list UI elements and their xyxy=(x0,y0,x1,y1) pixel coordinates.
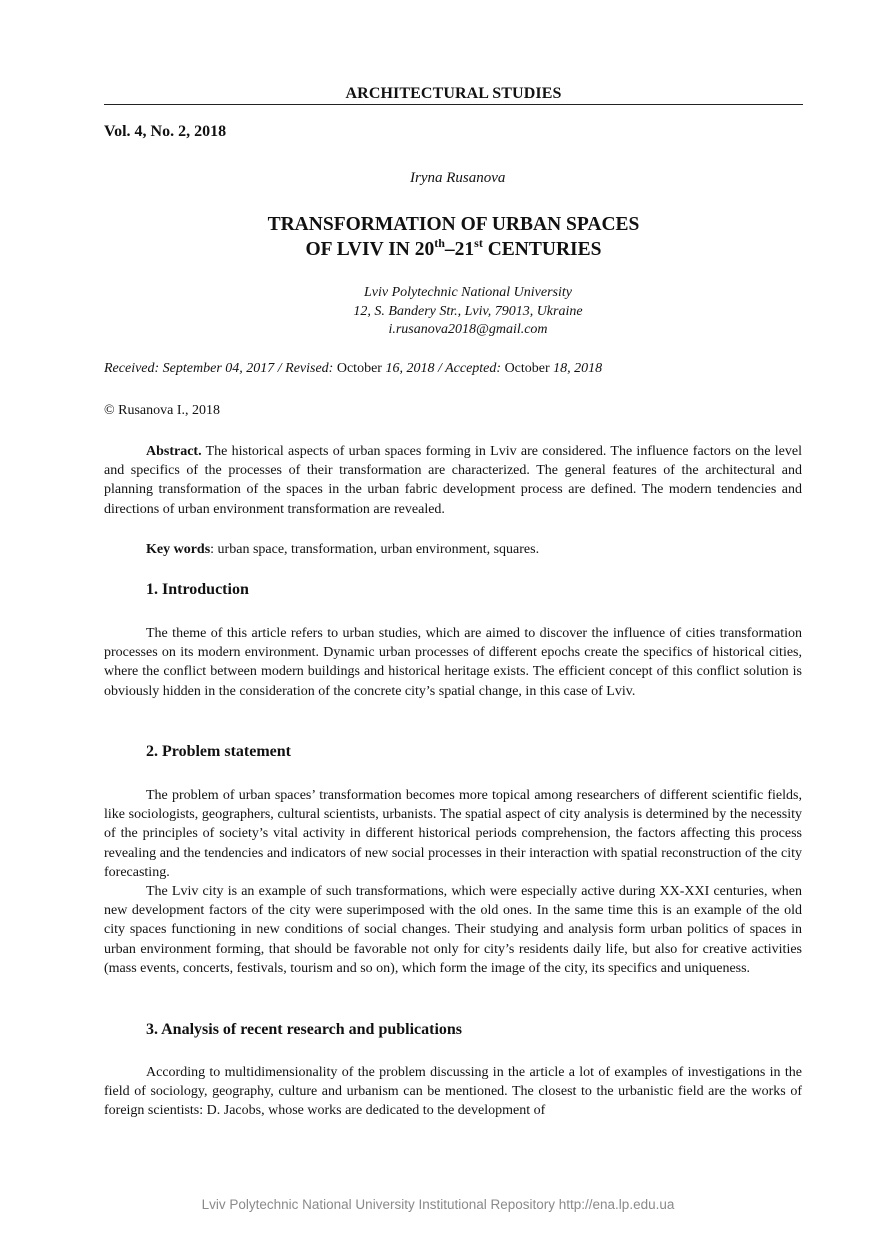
article-dates xyxy=(104,361,602,377)
affiliation-university: Lviv Polytechnic National University xyxy=(363,285,572,300)
abstract-text: The historical aspects of urban spaces forming in Lviv are considered. The influence factors on the level and specifics of the processes of their transformation are characterized. The general features of the architectural and planning transformation of the spaces in the urban fabric development process are defined. The modern tendencies and directions of urban environment transformation are revealed. xyxy=(104,444,802,517)
affiliation xyxy=(104,284,804,340)
article-title xyxy=(104,212,803,264)
title-part: –21 xyxy=(444,239,475,260)
affiliation-email: i.rusanova2018@gmail.com xyxy=(388,322,548,337)
paragraph: The Lviv city is an example of such transformations, which were especially active during XX-XXI centuries, when new development factors of the city were superimposed with the old ones. In the same time this is an example of the old city spaces functioning in new conditions of social changes. Their studying and analysis form urban politics of spaces in urban environment forming, that should be favorable not only for city’s residents daily life, but also for creative activities (mass events, concerts, festivals, tourism and so on), which form the image of the city, its specifics and uniqueness. xyxy=(104,884,802,976)
dates-label: Received: September 04, 2017 / Revised: xyxy=(104,361,337,376)
keywords-label: Key words xyxy=(146,542,211,557)
keywords-text: : urban space, transformation, urban environment, squares. xyxy=(210,542,540,557)
title-superscript: st xyxy=(474,236,483,250)
paragraph: The problem of urban spaces’ transformation becomes more topical among researchers of different scientific fields, like sociologists, geographers, cultural scientists, urbanists. The spatial aspect of city analysis is determined by the necessity of the principles of society’s vital activity in different historical periods comprehension, the factors affecting this process revealing and the tendencies and indicators of new social processes in their interaction with spatial reconstruction of the city forecasting. xyxy=(104,788,802,880)
section-analysis-body xyxy=(104,1063,802,1121)
section-problem-statement-body xyxy=(104,786,802,978)
volume-info: Vol. 4, No. 2, 2018 xyxy=(104,123,227,140)
paragraph: According to multidimensionality of the problem discussing in the article a lot of examples of investigations in the field of sociology, geography, culture and urbanism can be mentioned. The closest to the urbanistic field are the works of foreign scientists: D. Jacobs, whose works are dedicated to the development of xyxy=(104,1065,802,1119)
paragraph: The theme of this article refers to urban studies, which are aimed to discover the influence of cities transformation processes on its modern environment. Dynamic urban processes of different epochs create the specifics of historical cities, where the conflict between modern buildings and historical heritage exists. The efficient concept of this conflict solution is obviously hidden in the consideration of the concrete city’s spatial change, in this case of Lviv. xyxy=(104,626,802,699)
title-line-1: TRANSFORMATION OF URBAN SPACES xyxy=(267,214,640,235)
accepted-month: October xyxy=(504,361,550,376)
author-name: Iryna Rusanova xyxy=(410,170,506,186)
section-heading-analysis: 3. Analysis of recent research and publications xyxy=(146,1021,463,1038)
copyright: © Rusanova I., 2018 xyxy=(104,403,221,418)
repository-footer: Lviv Polytechnic National University Institutional Repository http://ena.lp.edu.ua xyxy=(201,1197,675,1212)
abstract-label: Abstract. xyxy=(146,444,202,459)
journal-name: ARCHITECTURAL STUDIES xyxy=(104,85,803,105)
affiliation-address: 12, S. Bandery Str., Lviv, 79013, Ukraine xyxy=(353,303,583,319)
dates-label: 16, 2018 / Accepted: xyxy=(381,361,505,376)
section-heading-problem-statement: 2. Problem statement xyxy=(146,743,291,760)
title-part: OF LVIV IN 20 xyxy=(305,239,435,260)
section-heading-introduction: 1. Introduction xyxy=(146,581,249,598)
revised-month: October xyxy=(336,361,382,376)
keywords xyxy=(104,540,802,559)
title-line-2 xyxy=(104,237,803,264)
title-superscript: th xyxy=(434,236,445,250)
dates-label: 18, 2018 xyxy=(549,361,603,376)
abstract xyxy=(104,442,802,519)
section-introduction-body xyxy=(104,624,802,701)
title-part: CENTURIES xyxy=(482,239,602,260)
